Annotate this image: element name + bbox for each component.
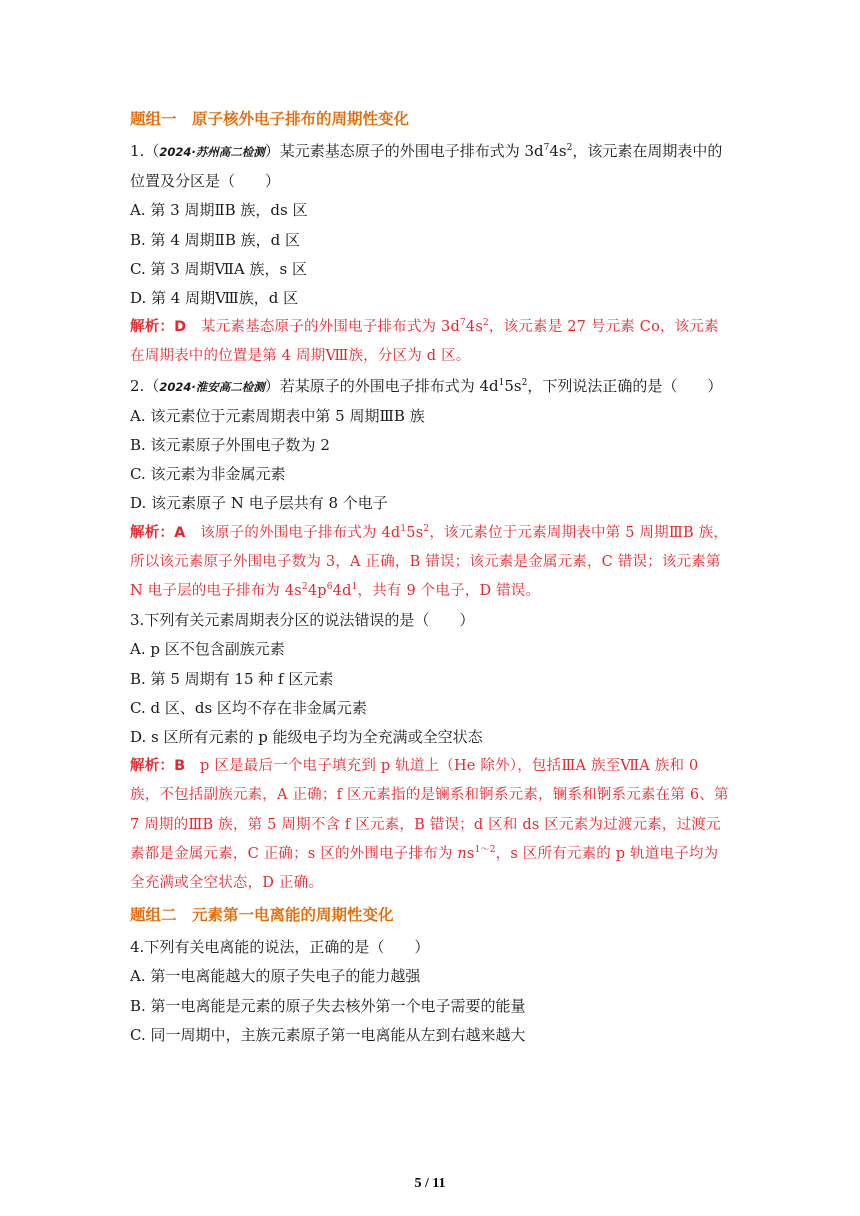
option-b: B. 第 4 周期ⅡB 族，d 区 [130, 230, 300, 249]
question-source: 2024·苏州高二检测 [159, 145, 265, 159]
question-4 [130, 933, 730, 1050]
option-d: D. 该元素原子 N 电子层共有 8 个电子 [130, 494, 388, 513]
option-c: C. 同一周期中，主族元素原子第一电离能从左到右越来越大 [130, 1025, 526, 1044]
option-a: A. 该元素位于元素周期表中第 5 周期ⅢB 族 [130, 406, 425, 425]
question-number: 4. [130, 938, 145, 957]
answer-label: 解析：D [130, 319, 187, 336]
option-d: D. 第 4 周期Ⅷ族，d 区 [130, 289, 299, 308]
option-a: A. 第 3 周期ⅡB 族，ds 区 [130, 201, 308, 220]
answer-explanation: 解析：B p 区是最后一个电子填充到 p 轨道上（He 除外），包括ⅢA 族至ⅦA 族和 0 族，不包括副族元素，A 正确；f 区元素指的是镧系和锕系元素，镧系和锕系元素在第 6、第 7 周期的ⅢB 族，第 5 周期不含 f 区元素，B 错误；d 区和 ds 区元素为过渡元素，过渡元素都是金属元素，C 正确；s 区的外围电子排布为 $ns^{1\sim 2}$，s 区所有元素的 p 轨道电子均为全充满或全空状态，D 正确。 [130, 758, 729, 892]
option-b: B. 第 5 周期有 15 种 f 区元素 [130, 669, 334, 688]
question-stem: 3.下列有关元素周期表分区的说法错误的是（ ） [130, 611, 475, 630]
question-source: 2024·淮安高二检测 [159, 379, 265, 394]
question-1 [130, 137, 730, 372]
answer-explanation: 解析：A 该原子的外围电子排布式为 $4d^15s^2$，该元素位于元素周期表中第 5 周期ⅢB 族，所以该元素原子外围电子数为 3，A 正确，B 错误；该元素是金属元素，C 错误；该元素第 N 电子层的电子排布为 $4s^24p^64d^1$，共有 9 个电子，D 错误。 [130, 523, 729, 600]
option-c: C. 该元素为非金属元素 [130, 465, 286, 484]
option-a: A. 第一电离能越大的原子失电子的能力越强 [130, 967, 421, 986]
page-content [130, 104, 730, 1050]
question-stem: 1.（2024·苏州高二检测）某元素基态原子的外围电子排布式为 $3d^74s^2$，该元素在周期表中的位置及分区是（ ） [130, 142, 723, 191]
option-c: C. 第 3 周期ⅦA 族，s 区 [130, 259, 307, 278]
question-number: 2. [130, 376, 145, 395]
question-stem: 4.下列有关电离能的说法，正确的是（ ） [130, 938, 430, 957]
question-number: 3. [130, 611, 145, 630]
option-d: D. s 区所有元素的 p 能级电子均为全充满或全空状态 [130, 728, 483, 747]
section-heading-group2: 题组二 元素第一电离能的周期性变化 [130, 906, 394, 925]
answer-label: 解析：A [130, 524, 186, 541]
question-number: 1. [130, 142, 145, 160]
question-stem: 2.（2024·淮安高二检测）若某原子的外围电子排布式为 $4d^15s^2$，下列说法正确的是（ ） [130, 376, 723, 395]
option-b: B. 该元素原子外围电子数为 2 [130, 436, 330, 455]
section-heading-group1: 题组一 原子核外电子排布的周期性变化 [130, 110, 410, 128]
option-c: C. d 区、ds 区均不存在非金属元素 [130, 698, 367, 717]
answer-explanation: 解析：D 某元素基态原子的外围电子排布式为 $3d^74s^2$，该元素是 27 号元素 Co，该元素在周期表中的位置是第 4 周期Ⅷ族，分区为 d 区。 [130, 318, 719, 365]
answer-label: 解析：B [130, 758, 186, 775]
page-number: 5 / 11 [414, 1176, 446, 1191]
option-b: B. 第一电离能是元素的原子失去核外第一个电子需要的能量 [130, 996, 526, 1015]
option-a: A. p 区不包含副族元素 [130, 640, 285, 659]
question-3 [130, 606, 730, 898]
question-2 [130, 372, 730, 607]
